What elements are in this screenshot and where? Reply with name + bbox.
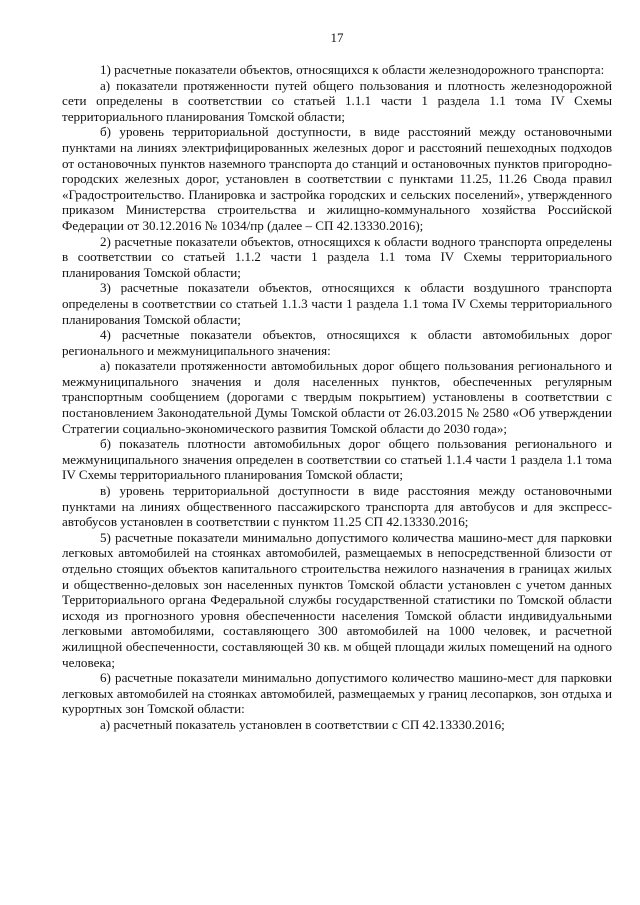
document-page [62,30,612,733]
paragraph-6a-parking-norm: а) расчетный показатель установлен в соответствии с СП 42.13330.2016; [100,716,505,732]
paragraph-1a-rail-network: а) показатели протяженности путей общего пользования и плотность железнодорожной сети определены в соответствии со статьей 1.1.1 части 1 раздела 1.1 тома IV Схемы территориального планирования Томской области; [62,77,612,124]
paragraph-6-parking-recreation: 6) расчетные показатели минимально допустимого количество машино-мест для парковки легковых автомобилей на стоянках автомобилей, размещаемых у границ лесопарков, зон отдыха и курортных зон Томской области: [62,670,612,717]
paragraph-2-water-transport: 2) расчетные показатели объектов, относящихся к области водного транспорта определены в соответствии со статьей 1.1.2 части 1 раздела 1.1 тома IV Схемы территориального планирования Томской области; [62,233,612,280]
paragraph-1b-rail-accessibility: б) уровень территориальной доступности, в виде расстояний между остановочными пунктами на линиях электрифицированных железных дорог и расстояний пешеходных подходов от остановочных пунктов наземного транспорта до станций и остановочных пунктов пригородно-городских железных дорог, установлен в соответствии с пунктами 11.25, 11.26 Свода правил «Градостроительство. Планировка и застройка городских и сельских поселений», утвержденного приказом Министерства строительства и жилищно-коммунального хозяйства Российской Федерации от 30.12.2016 № 1034/пр (далее – СП 42.13330.2016); [62,124,612,233]
paragraph-4a-road-length: а) показатели протяженности автомобильных дорог общего пользования регионального и межмуниципального значения и доля населенных пунктов, обеспеченных регулярным транспортным сообщением (дорогами с твердым покрытием) установлены в соответствии с постановлением Законодательной Думы Томской области от 26.03.2015 № 2580 «Об утверждении Стратегии социально-экономического развития Томской области до 2030 года»; [62,358,612,436]
paragraph-4-roads: 4) расчетные показатели объектов, относящихся к области автомобильных дорог регионального и межмуниципального значения: [62,327,612,358]
paragraph-4b-road-density: б) показатель плотности автомобильных дорог общего пользования регионального и межмуниципального значения определен в соответствии со статьей 1.1.4 части 1 раздела 1.1 тома IV Схемы территориального планирования Томской области; [62,436,612,483]
paragraph-5-parking-places: 5) расчетные показатели минимально допустимого количества машино-мест для парковки легковых автомобилей на стоянках автомобилей, размещаемых в непосредственной близости от отдельно стоящих объектов капитального строительства нежилого назначения в границах жилых и общественно-деловых зон населенных пунктов Томской области установлен с учетом данных Территориального органа Федеральной службы государственной статистики по Томской области исходя из прогнозного уровня обеспеченности населения Томской области индивидуальными легковыми автомобилями, составляющего 300 автомобилей на 1000 человек, и расчетной жилищной обеспеченности, составляющей 30 кв. м общей площади жилых помещений на одного человека; [62,529,612,670]
document-body [62,62,612,733]
paragraph-3-air-transport: 3) расчетные показатели объектов, относящихся к области воздушного транспорта определены в соответствии со статьей 1.1.3 части 1 раздела 1.1 тома IV Схемы территориального планирования Томской области; [62,280,612,327]
paragraph-4v-bus-stops: в) уровень территориальной доступности в виде расстояния между остановочными пунктами на линиях общественного пассажирского транспорта для автобусов и для экспресс-автобусов установлен в соответствии с пунктом 11.25 СП 42.13330.2016; [62,483,612,530]
paragraph-1-rail-transport: 1) расчетные показатели объектов, относящихся к области железнодорожного транспорта: [100,62,605,77]
page-number: 17 [330,30,344,45]
